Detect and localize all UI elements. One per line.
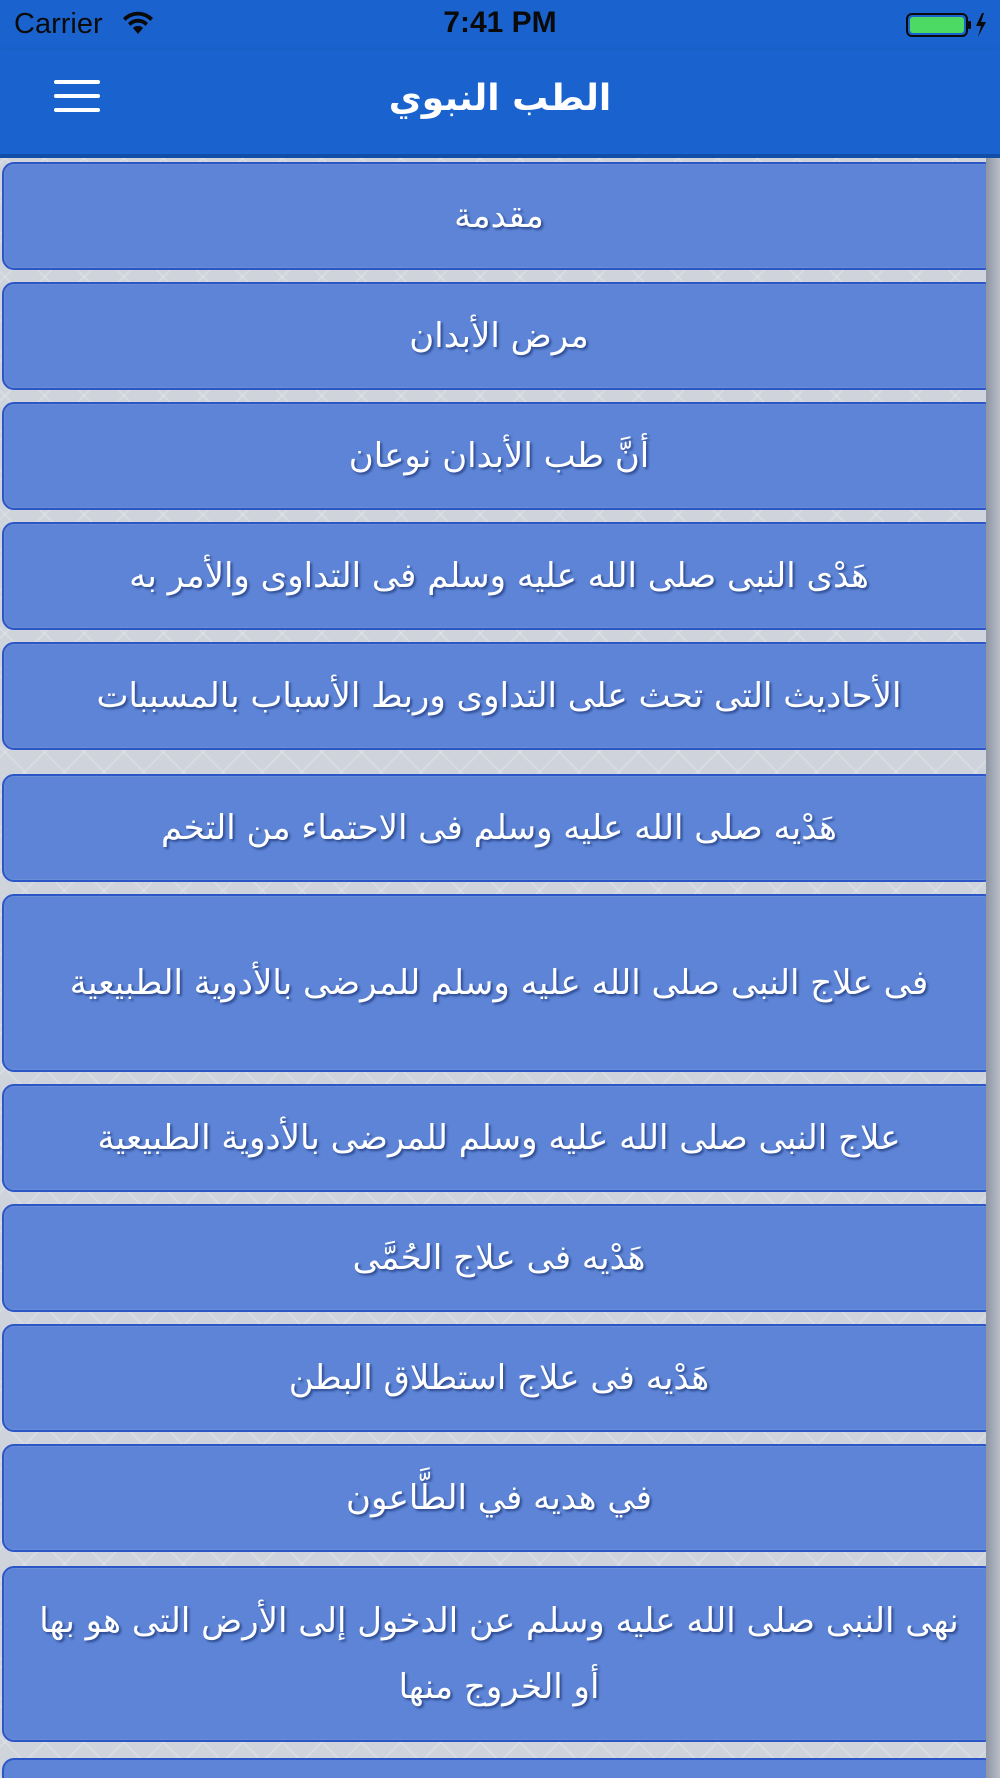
list-item-label: هَدْى النبى صلى الله عليه وسلم فى التداوى والأمر به: [129, 556, 869, 596]
list-item[interactable]: [2, 1084, 996, 1192]
list-item[interactable]: [2, 282, 996, 390]
carrier-label: Carrier: [14, 8, 103, 40]
list-item-label: مرض الأبدان: [409, 316, 589, 356]
menu-button[interactable]: [40, 74, 114, 130]
list-item[interactable]: [2, 774, 996, 882]
list-item-label: هَدْيه صلى الله عليه وسلم فى الاحتماء من التخم: [161, 808, 837, 848]
list-item-label: فى علاج النبى صلى الله عليه وسلم للمرضى بالأدوية الطبيعية: [69, 963, 929, 1003]
list-item-label: هَدْيه فى علاج استطلاق البطن: [288, 1358, 710, 1398]
list-item[interactable]: [2, 894, 996, 1072]
list-item-label: الأحاديث التى تحث على التداوى وربط الأسباب بالمسببات: [96, 676, 902, 716]
status-time: 7:41 PM: [443, 6, 557, 39]
list-item[interactable]: [2, 522, 996, 630]
list-item-label: أنَّ طب الأبدان نوعان: [348, 436, 650, 476]
list-item[interactable]: [2, 402, 996, 510]
list-item[interactable]: [2, 1324, 996, 1432]
list-item-label: هَدْيه فى علاج الحُمَّى: [352, 1238, 646, 1278]
list-item-label: علاج النبى صلى الله عليه وسلم للمرضى بالأدوية الطبيعية: [97, 1118, 901, 1158]
list-item[interactable]: [2, 1204, 996, 1312]
list-item-partial[interactable]: [2, 1758, 996, 1778]
chapter-list[interactable]: [0, 158, 1000, 1778]
list-item-introduction[interactable]: [2, 162, 996, 270]
list-item-label: في هديه في الطَّاعون: [346, 1478, 652, 1518]
list-item-label: نهى النبى صلى الله عليه وسلم عن الدخول إلى الأرض التى هو بها أو الخروج منها: [39, 1601, 959, 1707]
list-item[interactable]: [2, 642, 996, 750]
status-bar: [0, 0, 1000, 50]
list-item[interactable]: [2, 1566, 996, 1742]
battery-icon: [906, 11, 992, 39]
hamburger-menu-icon: [54, 80, 100, 114]
scroll-edge: [986, 158, 1000, 1778]
navigation-bar: [0, 50, 1000, 158]
page-title: الطب النبوي: [388, 78, 612, 119]
list-item-label: مقدمة: [454, 196, 544, 236]
list-item[interactable]: [2, 1444, 996, 1552]
